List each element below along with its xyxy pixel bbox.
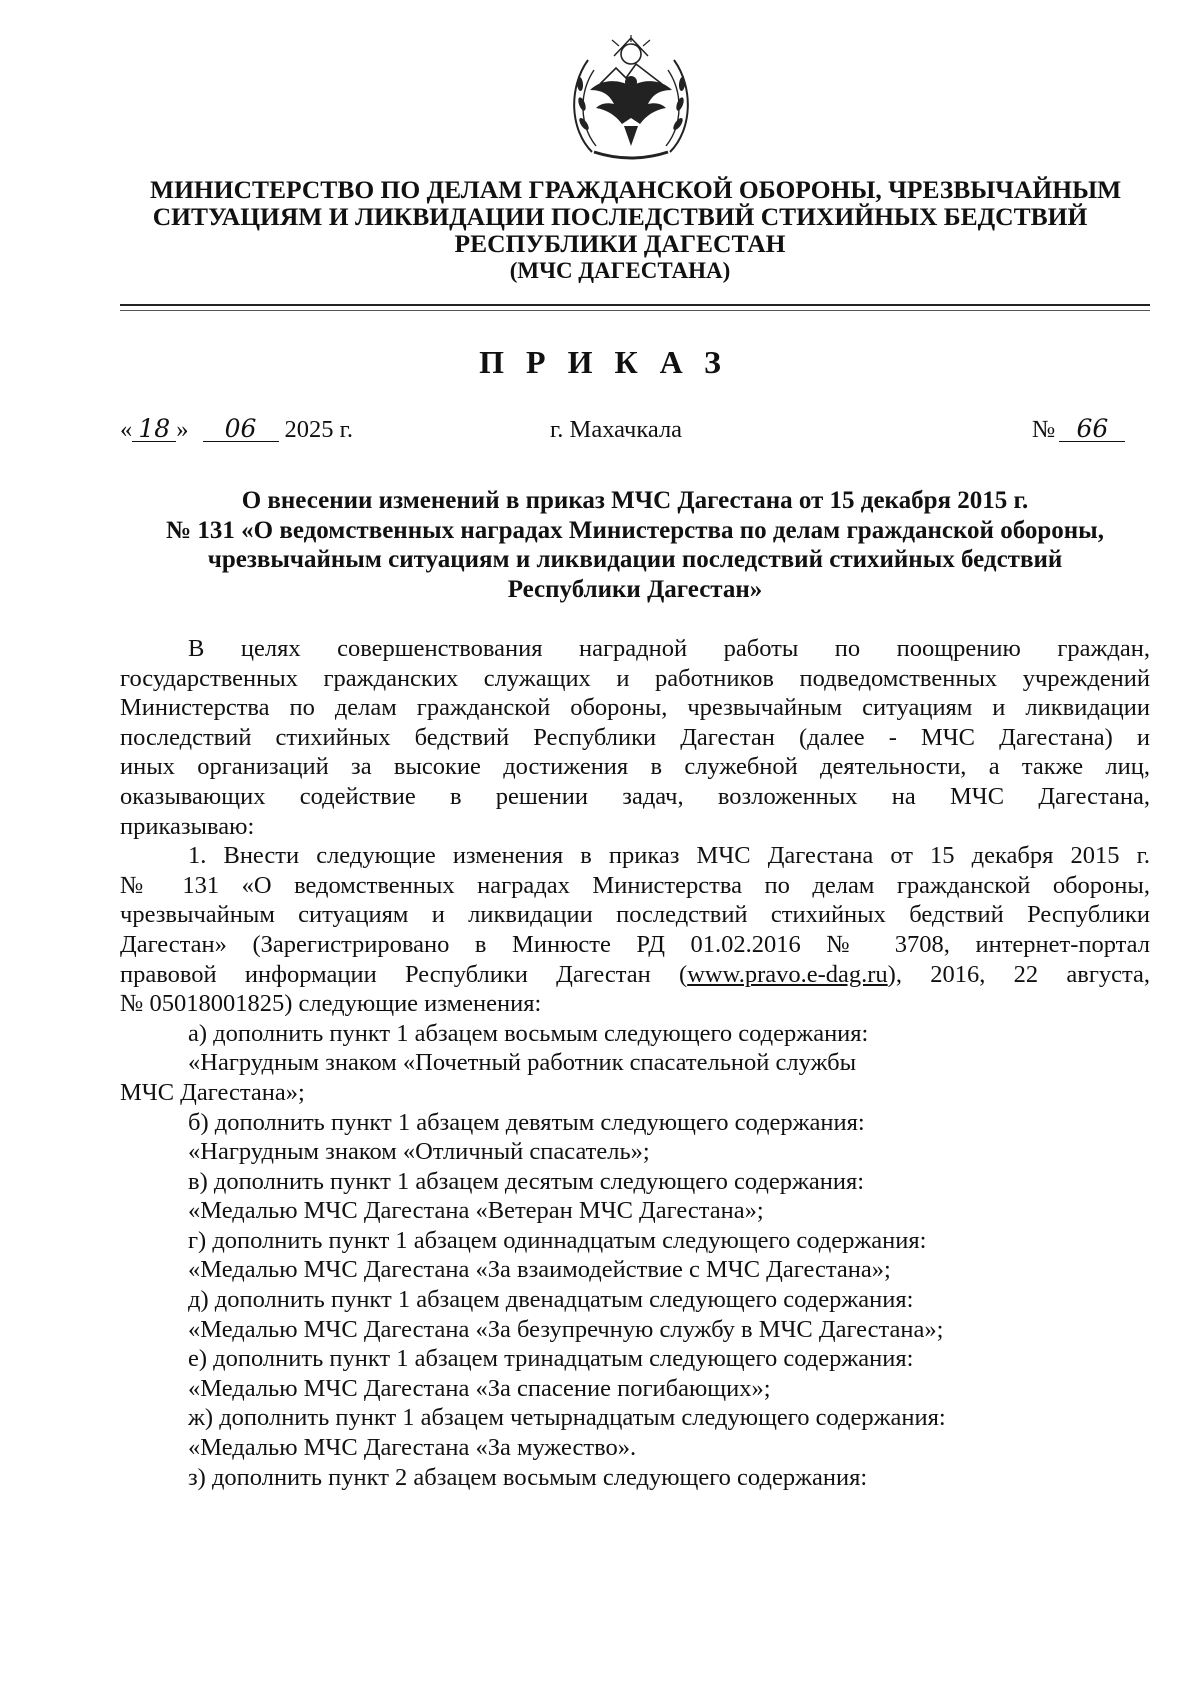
header-divider <box>120 304 1150 306</box>
quote-open: « <box>120 416 133 443</box>
item1-line: 1. Внести следующие изменения в приказ МЧС Дагестана от 15 декабря 2015 г. <box>188 842 1150 870</box>
coat-of-arms-icon <box>564 34 698 166</box>
preamble-line: последствий стихийных бедствий Республики Дагестан (далее - МЧС Дагестана) и <box>120 723 1150 751</box>
order-month: 06 <box>203 417 279 442</box>
org-line: РЕСПУБЛИКИ ДАГЕСТАН <box>454 229 786 258</box>
link-line-after: ), 2016, 22 августа, <box>887 960 1150 988</box>
header-divider-thin <box>120 310 1150 311</box>
amendment-line: «Нагрудным знаком «Почетный работник спасательной службы <box>188 1049 857 1077</box>
org-line: МИНИСТЕРСТВО ПО ДЕЛАМ ГРАЖДАНСКОЙ ОБОРОНЫ, ЧРЕЗВЫЧАЙНЫМ <box>150 175 1122 204</box>
order-body <box>120 634 1150 1492</box>
link-line-before: правовой информации Республики Дагестан ( <box>120 960 688 988</box>
amendment-line: а) дополнить пункт 1 абзацем восьмым следующего содержания: <box>188 1019 869 1047</box>
preamble-line: иных организаций за высокие достижения в служебной деятельности, а также лиц, <box>120 753 1150 781</box>
item1-link-line <box>120 960 1150 990</box>
amendment-line: д) дополнить пункт 1 абзацем двенадцатым следующего содержания: <box>188 1286 914 1314</box>
preamble-line: оказывающих содействие в решении задач, возложенных на МЧС Дагестана, <box>120 782 1150 810</box>
org-line: СИТУАЦИЯМ И ЛИКВИДАЦИИ ПОСЛЕДСТВИЙ СТИХИЙНЫХ БЕДСТВИЙ <box>152 202 1088 231</box>
subject-line: № 131 «О ведомственных наградах Министерства по делам гражданской обороны, <box>166 516 1104 544</box>
item1-line: Дагестан» (Зарегистрировано в Минюсте РД 01.02.2016 № 3708, интернет-портал <box>120 930 1150 958</box>
preamble-line: Министерства по делам гражданской обороны, чрезвычайным ситуациям и ликвидации <box>120 694 1150 722</box>
amendment-line: «Нагрудным знаком «Отличный спасатель»; <box>188 1138 650 1166</box>
preamble-line: приказываю: <box>120 812 255 840</box>
subject-line: Республики Дагестан» <box>507 575 763 603</box>
item1-line: № 05018001825) следующие изменения: <box>120 990 542 1018</box>
amendment-line: «Медалью МЧС Дагестана «За взаимодействие с МЧС Дагестана»; <box>188 1256 891 1284</box>
order-number <box>1032 416 1125 444</box>
quote-close: » <box>176 416 189 443</box>
amendment-line: «Медалью МЧС Дагестана «За мужество». <box>188 1434 637 1462</box>
amendment-line: «Медалью МЧС Дагестана «За безупречную службу в МЧС Дагестана»; <box>188 1315 944 1343</box>
subject-line: чрезвычайным ситуациям и ликвидации последствий стихийных бедствий <box>207 546 1063 573</box>
organization-header <box>150 175 1122 284</box>
subject-line: О внесении изменений в приказ МЧС Дагестана от 15 декабря 2015 г. <box>241 487 1029 514</box>
pravo-link[interactable]: www.pravo.e-dag.ru <box>687 960 888 988</box>
order-year: 2025 г. <box>284 416 354 443</box>
number-sign: № <box>1032 416 1056 443</box>
amendment-line: «Медалью МЧС Дагестана «Ветеран МЧС Дагестана»; <box>188 1197 764 1225</box>
order-day: 18 <box>132 417 176 442</box>
order-number-value: 66 <box>1059 417 1125 442</box>
amendment-line: з) дополнить пункт 2 абзацем восьмым следующего содержания: <box>188 1463 868 1491</box>
amendment-line: «Медалью МЧС Дагестана «За спасение погибающих»; <box>188 1374 771 1402</box>
preamble-line: В целях совершенствования наградной работы по поощрению граждан, <box>188 635 1150 662</box>
item1-line: чрезвычайным ситуациям и ликвидации последствий стихийных бедствий Республики <box>120 901 1150 929</box>
amendment-line: в) дополнить пункт 1 абзацем десятым следующего содержания: <box>188 1167 865 1195</box>
order-subject <box>120 486 1150 604</box>
amendment-line: ж) дополнить пункт 1 абзацем четырнадцатым следующего содержания: <box>188 1404 946 1432</box>
item1-line: № 131 «О ведомственных наградах Министерства по делам гражданской обороны, <box>120 871 1150 899</box>
order-date <box>120 416 353 444</box>
preamble-line: государственных гражданских служащих и работников подведомственных учреждений <box>120 664 1150 692</box>
amendment-line: г) дополнить пункт 1 абзацем одиннадцатым следующего содержания: <box>188 1226 927 1254</box>
amendment-line: б) дополнить пункт 1 абзацем девятым следующего содержания: <box>188 1108 865 1136</box>
order-title: ПРИКАЗ <box>479 344 743 380</box>
amendment-line: МЧС Дагестана»; <box>120 1078 305 1106</box>
amendment-line: е) дополнить пункт 1 абзацем тринадцатым следующего содержания: <box>188 1345 914 1373</box>
org-abbreviation: (МЧС ДАГЕСТАНА) <box>509 258 731 283</box>
order-city: г. Махачкала <box>550 416 683 443</box>
